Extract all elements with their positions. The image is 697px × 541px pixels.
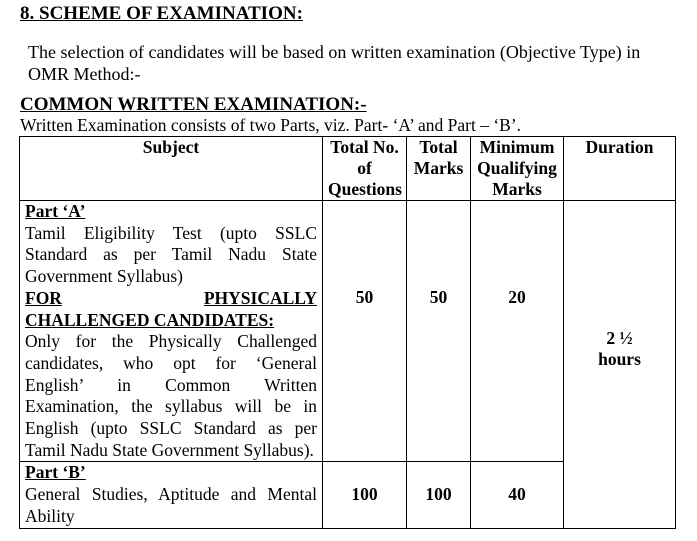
table-row-part-a — [20, 201, 676, 462]
common-exam-heading: COMMON WRITTEN EXAMINATION:- — [20, 94, 367, 115]
part-b-title: Part ‘B’ — [25, 462, 86, 483]
common-exam-description: Written Examination consists of two Parts, viz. Part- ‘A’ and Part – ‘B’. — [20, 115, 522, 135]
part-a-description: Tamil Eligibility Test (upto SSLC Standard as per Tamil Nadu State Government Syllabus) — [25, 222, 317, 287]
phc-description: Only for the Physically Challenged candidates, who opt for ‘General English’ in Common Written Examination, the syllabus will be in English (upto SSLC Standard as per Tamil Nadu State Government Syllabus). — [25, 331, 317, 460]
part-a-title: Part ‘A’ — [25, 201, 86, 221]
part-b-description: General Studies, Aptitude and Mental Ability — [25, 484, 317, 526]
intro-paragraph — [28, 41, 688, 85]
part-b-subject-cell — [20, 462, 323, 528]
part-a-min-marks: 20 — [471, 201, 564, 462]
header-duration: Duration — [564, 137, 676, 201]
part-b-questions: 100 — [323, 462, 407, 528]
part-b-marks: 100 — [407, 462, 471, 528]
intro-line-2: OMR Method:- — [28, 64, 141, 84]
table-header-row — [20, 137, 676, 201]
part-a-questions: 50 — [323, 201, 407, 462]
duration-cell: 2 ½ hours — [564, 201, 676, 529]
part-b-min-marks: 40 — [471, 462, 564, 528]
header-total-questions: Total No. of Questions — [323, 137, 407, 201]
section-heading: 8. SCHEME OF EXAMINATION: — [20, 3, 303, 24]
phc-heading-line2: CHALLENGED CANDIDATES: — [25, 309, 275, 330]
header-min-qualifying-marks: Minimum Qualifying Marks — [471, 137, 564, 201]
header-total-marks: Total Marks — [407, 137, 471, 201]
exam-scheme-table — [19, 136, 676, 529]
header-subject: Subject — [20, 137, 323, 201]
phc-heading: FOR PHYSICALLY — [25, 287, 317, 308]
part-a-subject-cell — [20, 201, 323, 462]
part-a-marks: 50 — [407, 201, 471, 462]
intro-line-1: The selection of candidates will be based on written examination (Objective Type) in — [28, 42, 641, 62]
